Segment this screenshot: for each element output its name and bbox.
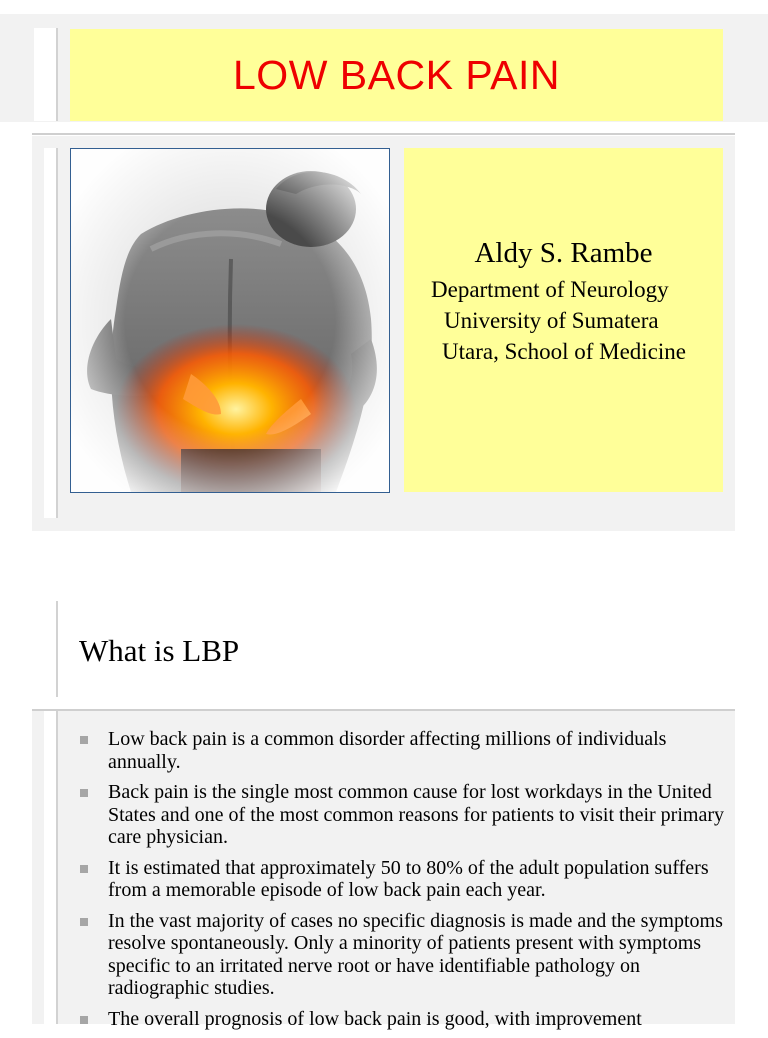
slide1-title-edge [34,28,58,121]
back-pain-photo [70,148,390,493]
back-pain-illustration [71,149,389,492]
bullet-item [78,728,728,773]
author-department: Department of Neurology [431,277,669,302]
bullet-square-icon [80,736,88,744]
author-name: Aldy S. Rambe [474,237,653,269]
bullet-text: In the vast majority of cases no specific diagnosis is made and the symptoms resolve spontaneously. Only a minority of patients present with symptoms specific to an irritated nerve root or have identifiable pathology on radiographic studies. [108,909,723,999]
author-university: University of Sumatera [444,308,659,333]
slide1-body-edge [44,148,58,518]
bullet-square-icon [80,789,88,797]
slide1-divider [32,133,735,135]
bullet-text: Low back pain is a common disorder affecting millions of individuals annually. [108,728,667,773]
bullet-text: Back pain is the single most common cause for lost workdays in the United States and one of the most common reasons for patients to visit their primary care physician. [108,781,724,848]
bullet-square-icon [80,865,88,873]
slide2-body-edge [44,711,58,1024]
bullet-item [78,910,728,1000]
bullet-item [78,857,728,902]
bullet-square-icon [80,1016,88,1024]
bullet-square-icon [80,918,88,926]
slide2-title-edge [32,601,58,697]
author-school: Utara, School of Medicine [442,339,686,364]
slide1-title: LOW BACK PAIN [233,51,560,98]
bullet-item [78,781,728,849]
slide2-title: What is LBP [79,633,240,668]
bullet-item [78,1008,728,1031]
bullet-list [78,728,728,1038]
bullet-text: It is estimated that approximately 50 to 80% of the adult population suffers from a memorable episode of low back pain each year. [108,856,709,901]
bullet-text: The overall prognosis of low back pain is good, with improvement [108,1007,642,1030]
